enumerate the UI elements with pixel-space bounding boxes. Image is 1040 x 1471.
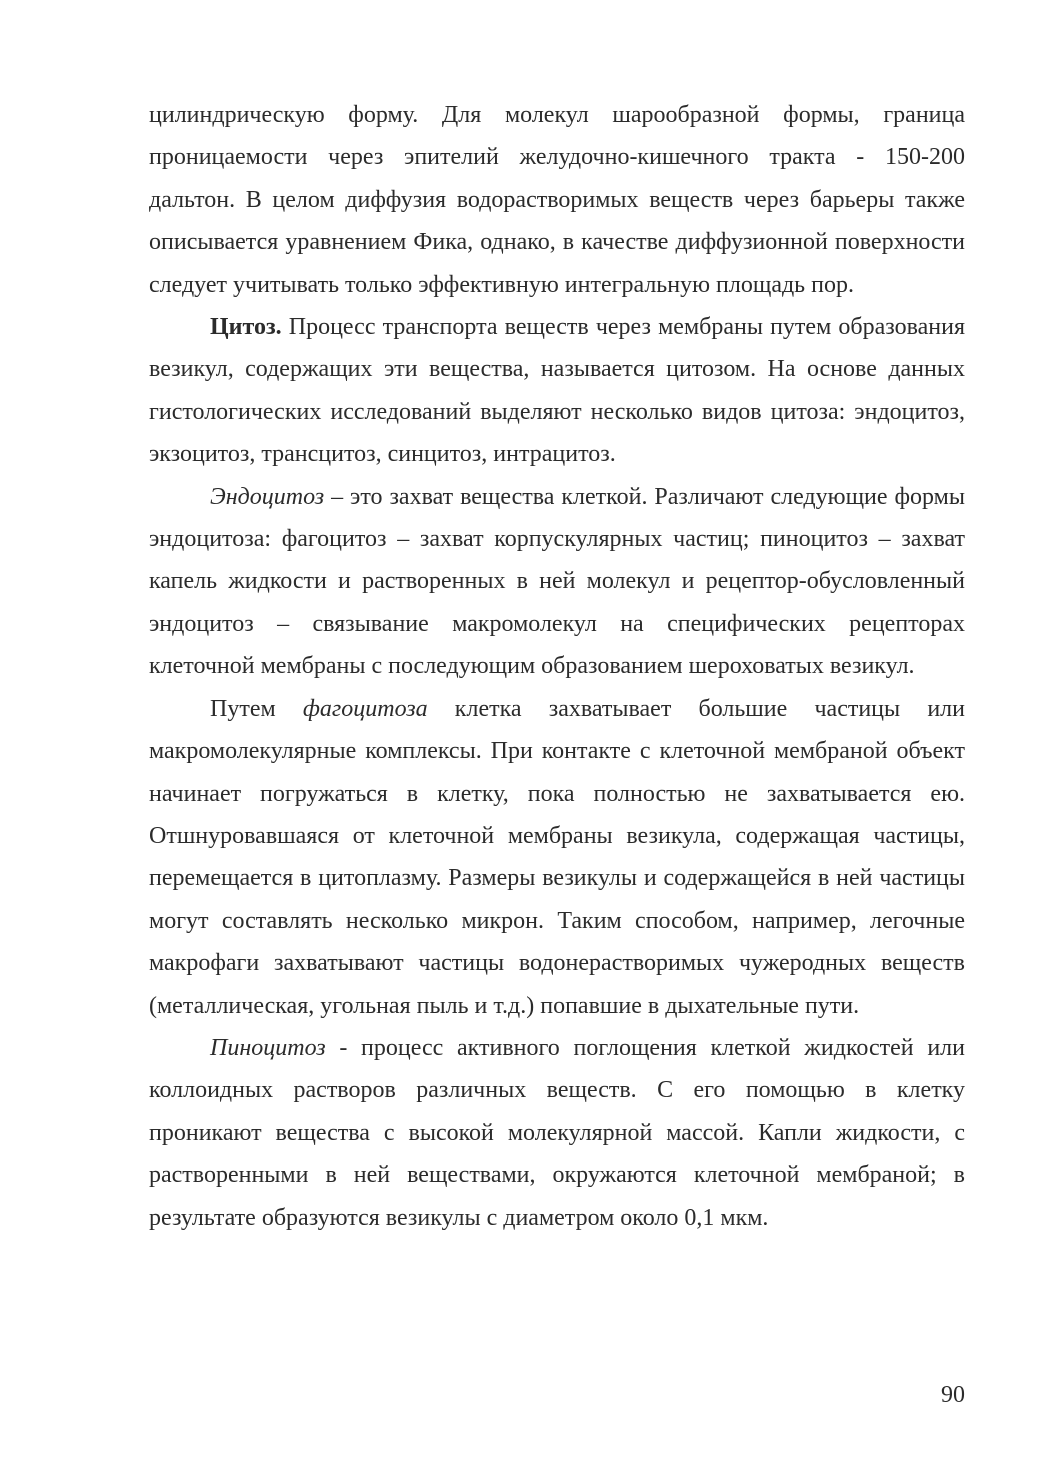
paragraph-pinocytosis	[149, 1027, 965, 1239]
paragraph-diffusion	[149, 94, 965, 306]
page-number: 90	[941, 1382, 965, 1408]
paragraph-text: цилиндрическую форму. Для молекул шарообразной формы, граница проницаемости через эпителий желудочно-кишечного тракта - 150-200 дальтон. В целом диффузия водорастворимых веществ через барьеры также описывается уравнением Фика, однако, в качестве диффузионной поверхности следует учитывать только эффективную интегральную площадь пор.	[149, 102, 965, 298]
term-endocytosis: Эндоцитоз	[210, 483, 325, 510]
paragraph-cytosis	[149, 306, 965, 476]
paragraph-text: клетка захватывает большие частицы или макромолекулярные комплексы. При контакте с клеточной мембраной объект начинает погружаться в клетку, пока полностью не захватывается ею. Отшнуровавшаяся от клеточной мембраны везикула, содержащая частицы, перемещается в цитоплазму. Размеры везикулы и содержащейся в ней частицы могут составлять несколько микрон. Таким способом, например, легочные макрофаги захватывают частицы водонерастворимых чужеродных веществ (металлическая, угольная пыль и т.д.) попавшие в дыхательные пути.	[149, 695, 965, 1019]
paragraph-text: - процесс активного поглощения клеткой жидкостей или коллоидных растворов различных веществ. С его помощью в клетку проникают вещества с высокой молекулярной массой. Капли жидкости, с растворенными в ней веществами, окружаются клеточной мембраной; в результате образуются везикулы с диаметром около 0,1 мкм.	[149, 1034, 965, 1231]
term-phagocytosis: фагоцитоза	[302, 695, 428, 722]
paragraph-text: – это захват вещества клеткой. Различают следующие формы эндоцитоза: фагоцитоз – захват корпускулярных частиц; пиноцитоз – захват капель жидкости и растворенных в ней молекул и рецептор-обусловленный эндоцитоз – связывание макромолекул на специфических рецепторах клеточной мембраны с последующим образованием шероховатых везикул.	[149, 483, 965, 680]
term-pinocytosis: Пиноцитоз	[210, 1034, 326, 1061]
paragraph-text: Процесс транспорта веществ через мембраны путем образования везикул, содержащих эти вещества, называется цитозом. На основе данных гистологических исследований выделяют несколько видов цитоза: эндоцитоз, экзоцитоз, трансцитоз, синцитоз, интрацитоз.	[149, 314, 965, 468]
paragraph-endocytosis	[149, 476, 965, 688]
paragraph-phagocytosis	[149, 688, 965, 1027]
page-body	[149, 94, 965, 1239]
paragraph-text-pre: Путем	[210, 695, 303, 722]
term-cytosis: Цитоз.	[210, 314, 282, 341]
